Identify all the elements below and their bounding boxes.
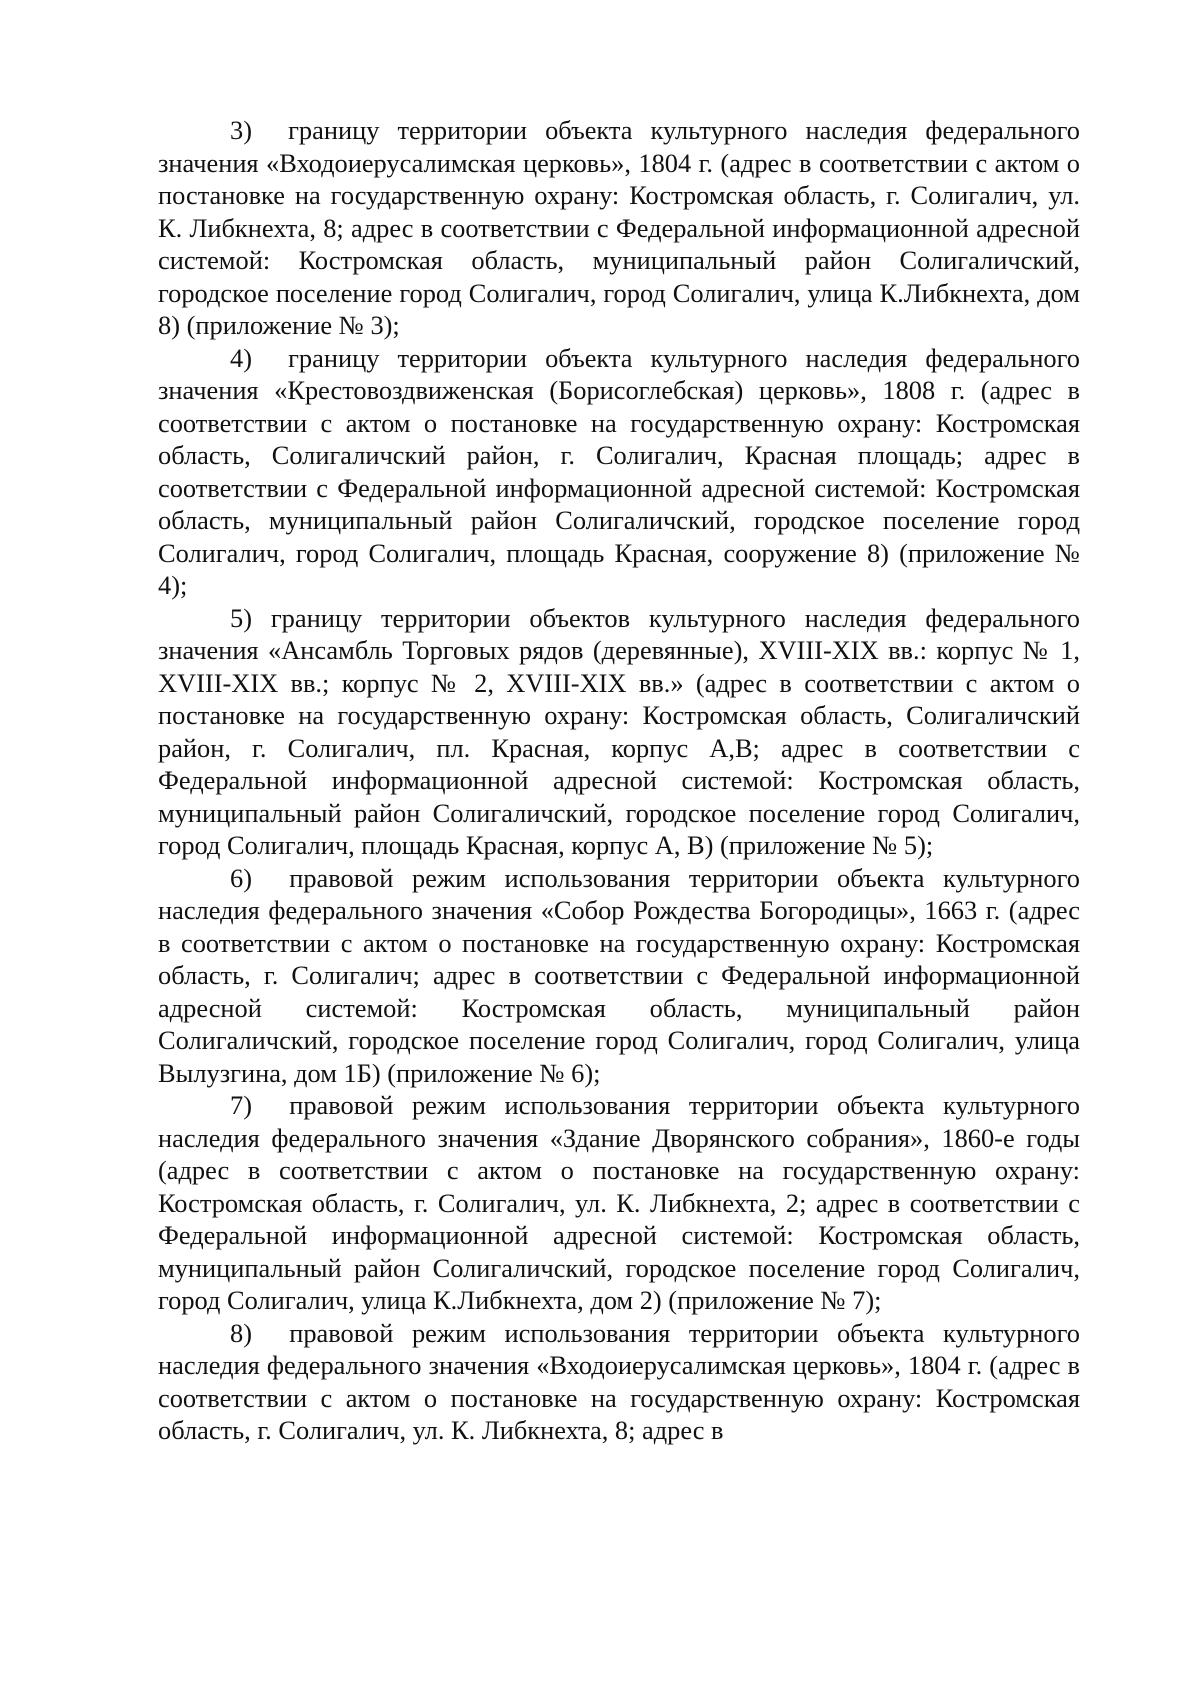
paragraph-item-4: 4) границу территории объекта культурного наследия федерального значения «Крестовоздвиженская (Борисоглебская) церковь», 1808 г. (адрес в соответствии с актом о постановке на государственную охрану: Костромская область, Солигаличский район, г. Солигалич, Красная площадь; адрес в соответствии с Федеральной информационной адресной системой: Костромская область, муниципальный район Солигаличский, городское поселение город Солигалич, город Солигалич, площадь Красная, сооружение 8) (приложение № 4); <box>158 342 1080 600</box>
document-page <box>158 114 1080 1447</box>
paragraph-item-6: 6) правовой режим использования территории объекта культурного наследия федерального значения «Собор Рождества Богородицы», 1663 г. (адрес в соответствии с актом о постановке на государственную охрану: Костромская область, г. Солигалич; адрес в соответствии с Федеральной информационной адресной системой: Костромская область, муниципальный район Солигаличский, городское поселение город Солигалич, город Солигалич, улица Вылузгина, дом 1Б) (приложение № 6); <box>158 862 1080 1088</box>
paragraph-item-3: 3) границу территории объекта культурного наследия федерального значения «Входоиерусалимская церковь», 1804 г. (адрес в соответствии с актом о постановке на государственную охрану: Костромская область, г. Солигалич, ул. К. Либкнехта, 8; адрес в соответствии с Федеральной информационной адресной системой: Костромская область, муниципальный район Солигаличский, городское поселение город Солигалич, город Солигалич, улица К.Либкнехта, дом 8) (приложение № 3); <box>158 115 1080 340</box>
paragraph-item-7: 7) правовой режим использования территории объекта культурного наследия федерального значения «Здание Дворянского собрания», 1860-е годы (адрес в соответствии с актом о постановке на государственную охрану: Костромская область, г. Солигалич, ул. К. Либкнехта, 2; адрес в соответствии с Федеральной информационной адресной системой: Костромская область, муниципальный район Солигаличский, городское поселение город Солигалич, город Солигалич, улица К.Либкнехта, дом 2) (приложение № 7); <box>158 1090 1080 1315</box>
paragraph-item-8: 8) правовой режим использования территории объекта культурного наследия федерального значения «Входоиерусалимская церковь», 1804 г. (адрес в соответствии с актом о постановке на государственную охрану: Костромская область, г. Солигалич, ул. К. Либкнехта, 8; адрес в <box>158 1317 1080 1445</box>
paragraph-item-5: 5) границу территории объектов культурного наследия федерального значения «Ансамбль Торговых рядов (деревянные), XVIII-XIX вв.: корпус № 1, XVIII-XIX вв.; корпус № 2, XVIII-XIX вв.» (адрес в соответствии с актом о постановке на государственную охрану: Костромская область, Солигаличский район, г. Солигалич, пл. Красная, корпус А,В; адрес в соответствии с Федеральной информационной адресной системой: Костромская область, муниципальный район Солигаличский, городское поселение город Солигалич, город Солигалич, площадь Красная, корпус А, В) (приложение № 5); <box>158 602 1080 860</box>
